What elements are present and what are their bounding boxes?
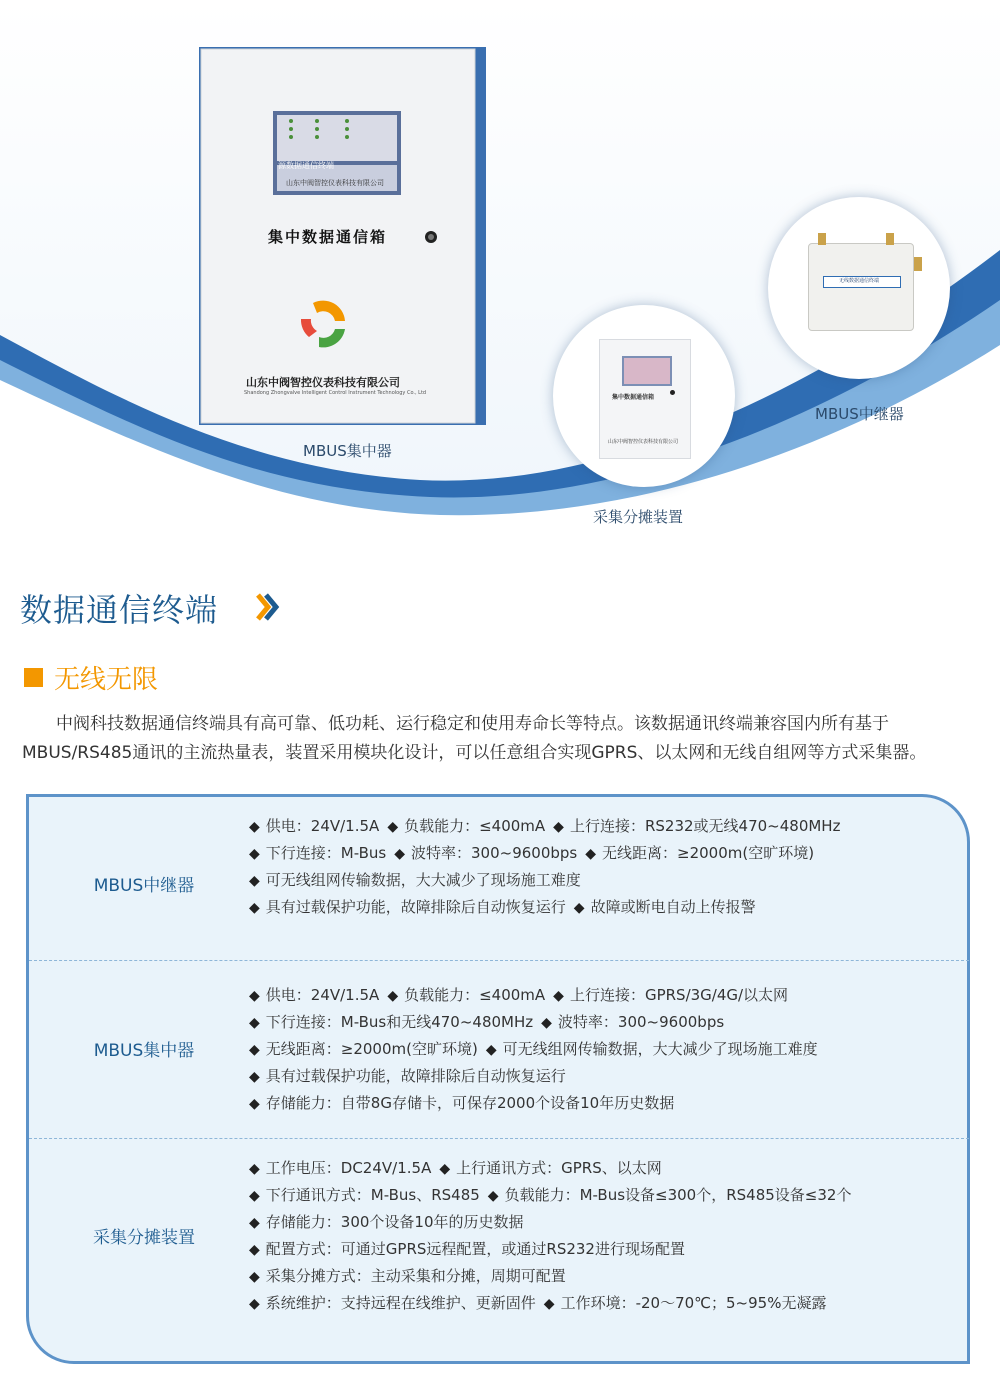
spec-text: 下行连接：M-Bus和无线470~480MHz (265, 1013, 534, 1031)
diamond-bullet-icon: ◆ (249, 1296, 260, 1312)
collector-caption: 采集分摊装置 (593, 508, 684, 526)
cabinet-label: 集中数据通信箱 (268, 228, 388, 246)
spec-text: 工作环境：-20～70℃；5~95%无凝露 (560, 1294, 827, 1312)
row-divider (29, 1138, 969, 1139)
spec-line (249, 1036, 818, 1063)
spec-text: 具有过载保护功能，故障排除后自动恢复运行 (265, 898, 566, 916)
cabinet-company-name-en: Shandong Zhongvalve Intelligent Control Instrument Technology Co., Ltd (244, 390, 427, 396)
spec-text: 波特率：300~9600bps (411, 844, 578, 862)
spec-row-concentrator (29, 982, 973, 1132)
diamond-bullet-icon: ◆ (249, 1242, 260, 1258)
diamond-bullet-icon: ◆ (553, 819, 564, 835)
diamond-bullet-icon: ◆ (249, 873, 260, 889)
spec-line (249, 1290, 851, 1317)
diamond-bullet-icon: ◆ (249, 1096, 260, 1112)
spec-text: 负载能力：M-Bus设备≤300个，RS485设备≤32个 (504, 1186, 852, 1204)
spec-text: 具有过载保护功能，故障排除后自动恢复运行 (265, 1067, 566, 1085)
spec-text: 故障或断电自动上传报警 (590, 898, 756, 916)
diamond-bullet-icon: ◆ (249, 819, 260, 835)
diamond-bullet-icon: ◆ (553, 988, 564, 1004)
spec-text: 可无线组网传输数据，大大减少了现场施工难度 (265, 871, 581, 889)
spec-line (249, 1263, 851, 1290)
diamond-bullet-icon: ◆ (249, 1015, 260, 1031)
spec-text: 上行通讯方式：GPRS、以太网 (456, 1159, 662, 1177)
spec-line (249, 840, 840, 867)
spec-row-label: 采集分摊装置 (93, 1228, 195, 1248)
spec-text: 上行连接：RS232或无线470~480MHz (569, 817, 841, 835)
diamond-bullet-icon: ◆ (543, 1296, 555, 1312)
cabinet-screen-company: 山东中阀智控仪表科技有限公司 (286, 179, 384, 187)
diamond-bullet-icon: ◆ (387, 988, 399, 1004)
subtitle-square-icon (24, 668, 43, 687)
spec-text: 无线距离：≥2000m(空旷环境) (265, 1040, 478, 1058)
spec-line (249, 813, 840, 840)
spec-row-repeater (29, 813, 973, 963)
diamond-bullet-icon: ◆ (249, 1188, 260, 1204)
cabinet-screen-text: 源数据通信终端 (278, 161, 334, 170)
spec-row-items (249, 813, 840, 921)
spec-text: 存储能力：自带8G存储卡，可保存2000个设备10年历史数据 (265, 1094, 675, 1112)
diamond-bullet-icon: ◆ (541, 1015, 552, 1031)
diamond-bullet-icon: ◆ (394, 846, 405, 862)
spec-text: 采集分摊方式：主动采集和分摊，周期可配置 (265, 1267, 566, 1285)
spec-line (249, 1182, 851, 1209)
diamond-bullet-icon: ◆ (387, 819, 399, 835)
spec-text: 配置方式：可通过GPRS远程配置，或通过RS232进行现场配置 (265, 1240, 685, 1258)
diamond-bullet-icon: ◆ (249, 1161, 260, 1177)
diamond-bullet-icon: ◆ (249, 846, 260, 862)
spec-text: 系统维护：支持远程在线维护、更新固件 (265, 1294, 536, 1312)
spec-text: 下行通讯方式：M-Bus、RS485 (265, 1186, 480, 1204)
spec-row-label: MBUS集中器 (93, 1041, 195, 1061)
spec-line (249, 894, 840, 921)
row-divider (29, 960, 969, 961)
spec-text: 上行连接：GPRS/3G/4G/以太网 (569, 986, 789, 1004)
diamond-bullet-icon: ◆ (249, 1215, 260, 1231)
spec-text: 供电：24V/1.5A (265, 817, 380, 835)
diamond-bullet-icon: ◆ (485, 1042, 497, 1058)
spec-text: 存储能力：300个设备10年的历史数据 (265, 1213, 524, 1231)
spec-row-items (249, 982, 818, 1117)
spec-row-label: MBUS中继器 (93, 876, 195, 896)
section-title: 数据通信终端 (20, 591, 219, 629)
diamond-bullet-icon: ◆ (439, 1161, 451, 1177)
spec-text: 供电：24V/1.5A (265, 986, 380, 1004)
spec-row-collector (29, 1155, 973, 1335)
spec-line (249, 1209, 851, 1236)
repeater-caption: MBUS中继器 (815, 405, 904, 423)
spec-line (249, 1155, 851, 1182)
spec-text: 无线距离：≥2000m(空旷环境) (602, 844, 815, 862)
spec-row-items (249, 1155, 851, 1317)
spec-line (249, 1063, 818, 1090)
section-subtitle: 无线无限 (54, 665, 159, 695)
spec-line (249, 867, 840, 894)
diamond-bullet-icon: ◆ (585, 846, 597, 862)
spec-line (249, 982, 818, 1009)
concentrator-caption: MBUS集中器 (303, 442, 392, 460)
spec-line (249, 1236, 851, 1263)
spec-text: 负载能力：≤400mA (404, 986, 546, 1004)
spec-line (249, 1009, 818, 1036)
diamond-bullet-icon: ◆ (249, 988, 260, 1004)
cabinet-company-name: 山东中阀智控仪表科技有限公司 (246, 376, 400, 389)
spec-line (249, 1090, 818, 1117)
spec-text: 负载能力：≤400mA (404, 817, 546, 835)
diamond-bullet-icon: ◆ (487, 1188, 499, 1204)
repeater-sticker: 无线数据通信终端 (839, 278, 880, 284)
diamond-bullet-icon: ◆ (249, 1069, 260, 1085)
diamond-bullet-icon: ◆ (573, 900, 585, 916)
diamond-bullet-icon: ◆ (249, 1269, 260, 1285)
diamond-bullet-icon: ◆ (249, 900, 260, 916)
intro-paragraph: 中阀科技数据通信终端具有高可靠、低功耗、运行稳定和使用寿命长等特点。该数据通讯终端兼容国内所有基于MBUS/RS485通讯的主流热量表，装置采用模块化设计，可以任意组合实现GPRS、以太网和无线自组网等方式采集器。 (22, 714, 927, 763)
diamond-bullet-icon: ◆ (249, 1042, 260, 1058)
repeater-image (768, 197, 950, 379)
spec-text: 可无线组网传输数据，大大减少了现场施工难度 (502, 1040, 818, 1058)
spec-table (26, 794, 970, 1364)
double-chevron-right-icon (254, 592, 280, 622)
collector-company: 山东中阀智控仪表科技有限公司 (608, 439, 679, 445)
spec-text: 波特率：300~9600bps (557, 1013, 725, 1031)
collector-image (553, 305, 735, 487)
spec-text: 工作电压：DC24V/1.5A (265, 1159, 432, 1177)
collector-label: 集中数据通信箱 (612, 394, 655, 401)
spec-text: 下行连接：M-Bus (265, 844, 387, 862)
